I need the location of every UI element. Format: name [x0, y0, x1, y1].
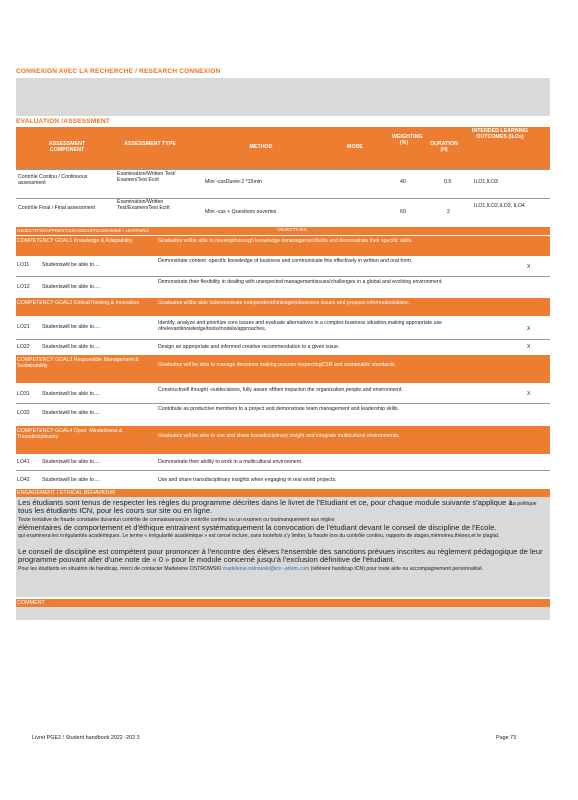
row2-outcomes: ILO1,ILO2,ILO3, ILO4: [474, 203, 525, 209]
competency-goal-3-text: Graduates will be able to manage decisions making process respectingCSR and sustainable standards.: [158, 362, 396, 368]
competency-goal-2: COMPETENCY GOAL2 CriticalThinking & Innovation: [17, 300, 140, 306]
row1-method: Mini -casDurée:2 *15min: [205, 179, 262, 185]
lo22-who: Studentswill be able to....: [42, 344, 100, 350]
lo41-code: LO41: [17, 459, 30, 465]
row2-weighting: 60: [400, 209, 406, 215]
competency-goal-4-text: Graduates will be able to use and share transdisciplinary insight and integrate multicultural environments.: [158, 433, 400, 439]
footer-page-number: Page 73: [496, 735, 517, 741]
lo22-mark: X: [527, 344, 531, 350]
lo12-code: LO12: [17, 284, 30, 290]
header-weighting: WEIGHTING (%): [392, 134, 423, 146]
disability-contact-email-link[interactable]: madeleine.ostrowski@icn -artem.com: [222, 566, 310, 572]
row1-outcomes: ILO1,ILO3: [474, 179, 498, 185]
row2-component: Contrôle Final / Final assessment: [18, 205, 95, 211]
header-type: ASSESSMENT TYPE: [124, 141, 176, 147]
competency-goal-4: COMPETENCY GOAL4 Open -Mindedness & Transdisciplinarity: [17, 428, 123, 440]
row1-weighting: 40: [400, 179, 406, 185]
row-divider: [16, 198, 550, 199]
lo32-who: Studentswill be able to....: [42, 410, 100, 416]
objectives-bar-left: OBJECTIFSDAPPRENTISSAGEDUPROGRAMME / LEARNING: [17, 228, 149, 233]
lo31-code: LO31: [17, 391, 30, 397]
header-mode: MODE: [347, 144, 363, 150]
lo11-who: Studentswill be able to....: [42, 262, 100, 268]
competency-goal-2-text: Graduates willbe able todemonstrate independentthinkingintobusiness issues and propose informedsolutions.: [158, 300, 410, 306]
objectives-bar-right: OBJECTIVES: [277, 228, 307, 233]
header-duration: DURATION (H): [430, 141, 458, 153]
row2-type: Examination/Written Test/Examen/Test Ecrit: [117, 199, 170, 211]
lo12-text: Demonstrate their flexibility in dealing with unexpected managementissues/challenges in a global and evolving environment.: [158, 279, 443, 285]
lo22-text: Design an appropriate and informed creative recommendation to a given issue.: [158, 344, 340, 350]
row1-duration: 0.5: [444, 179, 452, 185]
lo42-who: Studentswill be able to....: [42, 477, 100, 483]
header-outcomes: INTENDED LEARNING OUTCOMES (ILOs): [471, 128, 529, 140]
engagement-p4: [18, 566, 546, 572]
engagement-p3: Le conseil de discipline est compétent pour prononcer à l'encontre des élèves l'ensemble des sanctions prévues inscrites au règlement pédagogique de leur programme pouvant aller d'une note de « 0 » pour le module concerné jusqu'à l'exclusion définitive de l'étudiant.: [18, 547, 543, 565]
lo21-code: LO21: [17, 324, 30, 330]
engagement-p2b: qui examinera les irrégularités académiques. Le terme « irrégularité académique » est censé inclure, sans toutefois s'y limiter, la fraude lors du contrôle continu, rapports de stages,mémoires,thèses,et le plagiat.: [18, 533, 500, 539]
engagement-p2: Toute tentative de fraude constatée durantun contrôle de connaissances,le contrôle continu ou un examen ou toutmanquement aux règles: [18, 517, 335, 523]
lo41-text: Demonstrate their ability to work in a multicultural environment.: [158, 459, 303, 465]
lo11-mark: X: [527, 264, 531, 270]
competency-goal-1-text: Graduates willbe able to developthorough knowledge inmanagementfields and demonstrate their specific skills.: [158, 238, 413, 244]
lo32-text: Contribute as productive members to a project and demonstrate team management and leadership skills.: [158, 406, 400, 412]
lo21-mark: X: [527, 326, 531, 332]
research-connexion-box: [16, 78, 550, 116]
engagement-p1-overlay: La politique: [510, 501, 537, 507]
row-divider: [16, 169, 550, 170]
comment-box: [16, 607, 550, 620]
lo32-code: LO32: [17, 410, 30, 416]
lo31-who: Studentswill be able to....: [42, 391, 100, 397]
row1-component: Contrôle Continu / Continuous assessment: [18, 174, 88, 186]
engagement-p1: Les étudiants sont tenus de respecter les règles du programme décrites dans le livret de l'Etudiant et ce, pour chaque module suivante s'applique à tous les étudiants ICN, pour les cours sur site ou en ligne.: [18, 498, 513, 516]
row-divider: [16, 470, 550, 471]
evaluation-title: EVALUATION /ASSESSMENT: [16, 118, 111, 125]
lo42-code: LO42: [17, 477, 30, 483]
engagement-box: [16, 497, 550, 597]
header-component: ASSESSMENT COMPONENT: [48, 141, 86, 153]
row2-method: Mini -cas + Questions ouvertes: [205, 209, 277, 215]
engagement-title: ENGAGEMENT / ETHICAL BEHAVIOUR: [17, 490, 116, 496]
competency-goal-3: COMPETENCY GOAL3 Responsible Management & Sustainability: [17, 357, 139, 369]
row-divider: [16, 339, 550, 340]
lo21-who: Studentswill be able to....: [42, 324, 100, 330]
lo11-text: Demonstrate context -specific knowledge of business and communicate this effectively in written and oral form.: [158, 258, 413, 264]
lo42-text: Use and share transdisciplinary insights when engaging in real world projects.: [158, 477, 337, 483]
lo31-mark: X: [527, 391, 531, 397]
lo31-text: Constructivell thought -outdecisions, fully aware oftheir impacton the organization,people,and environment.: [158, 387, 403, 393]
engagement-p2-big: élémentaires de comportement et d'éthique entrainent systématiquement la convocation de l'étudiant devant le conseil de discipline de l'Ecole.: [18, 523, 497, 532]
footer-handbook-label: Livret PGE2 / Student handbook 2022 -202 3: [32, 735, 140, 741]
lo12-who: Studentswill be able to....: [42, 284, 100, 290]
row1-type: Examination/Written Test/ Examen/Test Ecrit: [117, 171, 176, 183]
research-connexion-title: CONNEXION AVEC LA RECHERCHE / RESEARCH CONNEXION: [16, 68, 221, 75]
lo22-code: LO22: [17, 344, 30, 350]
engagement-p4-prefix: Pour les étudiants en situation de handicap, merci de contacter Madeleine OSTROWSKI: [18, 566, 222, 572]
competency-goal-1: COMPETENCY GOAL1 Knowledge & Adaptability: [17, 238, 133, 244]
lo41-who: Studentswill be able to....: [42, 459, 100, 465]
row-divider: [16, 403, 550, 404]
lo21-text: Identify, analyze and prioritize core issues and evaluate alternatives in a complex business situation,making appropriate use ofrelevantknowledge/tools/models/approaches.: [158, 320, 442, 332]
header-method: METHOD: [249, 144, 273, 150]
row2-duration: 2: [447, 209, 450, 215]
engagement-p4-suffix: (référent handicap ICN) pour toute aide ou accompagnement personnalisé.: [310, 566, 484, 572]
row-divider: [16, 276, 550, 277]
comment-title: COMMENT: [17, 600, 45, 606]
lo11-code: LO11: [17, 262, 30, 268]
